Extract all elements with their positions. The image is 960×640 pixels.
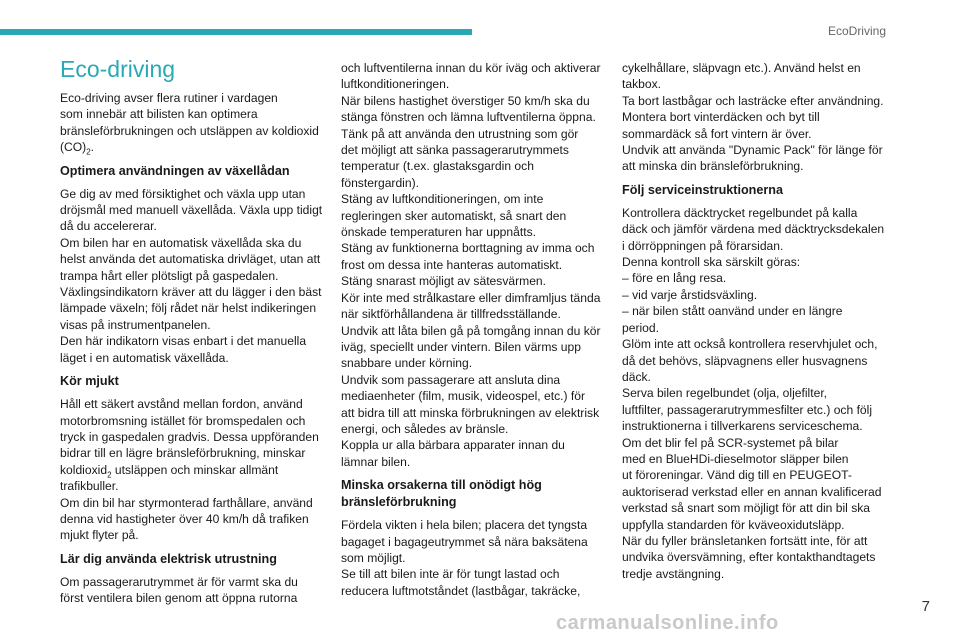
intro-subscript: 2	[86, 147, 91, 157]
page-number: 7	[921, 598, 930, 615]
intro-text: Eco-driving avser flera rutiner i vardagen som innebär att bilisten kan optimera bränsleförbrukningen och utsläppen av koldioxid (CO)	[60, 91, 319, 155]
column-3	[622, 60, 888, 582]
intro-paragraph	[60, 90, 326, 156]
page-title: Eco-driving	[60, 56, 176, 82]
paragraph-smooth-driving	[60, 396, 326, 544]
watermark: carmanualsonline.info	[556, 612, 779, 634]
section-title: EcoDriving	[827, 24, 886, 38]
smooth-text: Håll ett säkert avstånd mellan fordon, använd motorbromsning istället för bromspedalen och tryck in gaspedalen gradvis. Dessa uppföranden bidrar till en lägre bränsleförbrukning, minskar koldioxid	[60, 397, 319, 477]
column-1	[60, 52, 326, 607]
paragraph-electrical-equipment: Om passagerarutrymmet är för varmt ska du först ventilera bilen genom att öppna rutorna	[60, 574, 298, 606]
header-accent-bar	[0, 29, 472, 35]
heading-smooth-driving: Kör mjukt	[60, 374, 119, 389]
heading-reduce-consumption: Minska orsakerna till onödigt hög bränsleförbrukning	[341, 478, 542, 510]
intro-text-end: .	[90, 140, 95, 155]
column-2	[341, 60, 607, 599]
paragraph-ventilation: och luftventilerna innan du kör iväg och aktiverar luftkonditioneringen. När bilens hastighet överstiger 50 km/h ska du stänga fönstren och lämna luftventilerna öppna. Tänk på att använda den utrustning som gör det möjligt att sänka passagerarutrymmets temperatur (t.ex. glastaksgardin och fönstergardin). Stäng av luftkonditioneringen, om inte regleringen sker automatiskt, så snart den önskade temperaturen har uppnåtts. Stäng av funktionerna borttagning av imma och frost om dessa inte hanteras automatiskt. Stäng snarast möjligt av sätesvärmen. Kör inte med strålkastare eller dimframljus tända när siktförhållandena är tillfredsställande. Undvik att låta bilen gå på tomgång innan du kör iväg, speciellt under vintern. Bilen värms upp snabbare under körning. Undvik som passagerare att ansluta dina mediaenheter (film, musik, videospel, etc.) för att bidra till att minska förbrukningen av elektrisk energi, och således av bränsle. Koppla ur alla bärbara apparater innan du lämnar bilen.	[341, 61, 601, 469]
paragraph-roof-box: cykelhållare, släpvagn etc.). Använd helst en takbox. Ta bort lastbågar och lasträcke efter användning. Montera bort vinterdäcken och byt till sommardäck så fort vintern är över. Undvik att använda "Dynamic Pack" för länge för att minska din bränsleförbrukning.	[622, 61, 884, 174]
paragraph-service-instructions: Kontrollera däcktrycket regelbundet på kalla däck och jämför värdena med däcktrycksdekalen i dörröppningen på förarsidan. Denna kontroll ska särskilt göras: – före en lång resa. – vid varje årstidsväxling. – när bilen stått oanvänd under en längre period. Glöm inte att också kontrollera reservhjulet och, då det behövs, släpvagnens eller husvagnens däck. Serva bilen regelbundet (olja, oljefilter, luftfilter, passagerarutrymmesfilter etc.) och följ instruktionerna i tillverkarens serviceschema. Om det blir fel på SCR-systemet på bilar med en BlueHDi-dieselmotor släpper bilen ut föroreningar. Vänd dig till en PEUGEOT- auktoriserad verkstad eller en annan kvalificerad verkstad så snart som möjligt för att din bil ska uppfylla standarden för kväveoxidutsläpp. När du fyller bränsletanken fortsätt inte, för att undvika översvämning, efter kontakthandtagets tredje avstängning.	[622, 205, 885, 581]
smooth-text-end: utsläppen och minskar allmänt trafikbuller. Om din bil har styrmonterad farthållare, använd denna vid hastigheter över 40 km/h då trafiken mjukt flyter på.	[60, 462, 313, 543]
heading-service-instructions: Följ serviceinstruktionerna	[622, 182, 783, 197]
smooth-subscript: 2	[107, 470, 112, 480]
paragraph-reduce-consumption: Fördela vikten i hela bilen; placera det tyngsta bagaget i bagageutrymmet så nära baksätena som möjligt. Se till att bilen inte är för tungt lastad och reducera luftmotståndet (lastbågar, takräcke,	[341, 518, 588, 598]
heading-gearbox: Optimera användningen av växellådan	[60, 163, 290, 178]
paragraph-gearbox: Ge dig av med försiktighet och växla upp utan dröjsmål med manuell växellåda. Växla upp tidigt då du accelererar. Om bilen har en automatisk växellåda ska du helst använda det automatiska drivläget, utan att trampa hårt eller plötsligt på gaspedalen. Växlingsindikatorn kräver att du lägger i den bäst lämpade växeln; följ rådet när helst indikeringen visas på instrumentpanelen. Den här indikatorn visas enbart i det manuella läget i en automatisk växellåda.	[60, 186, 323, 365]
heading-electrical-equipment: Lär dig använda elektrisk utrustning	[60, 551, 277, 566]
